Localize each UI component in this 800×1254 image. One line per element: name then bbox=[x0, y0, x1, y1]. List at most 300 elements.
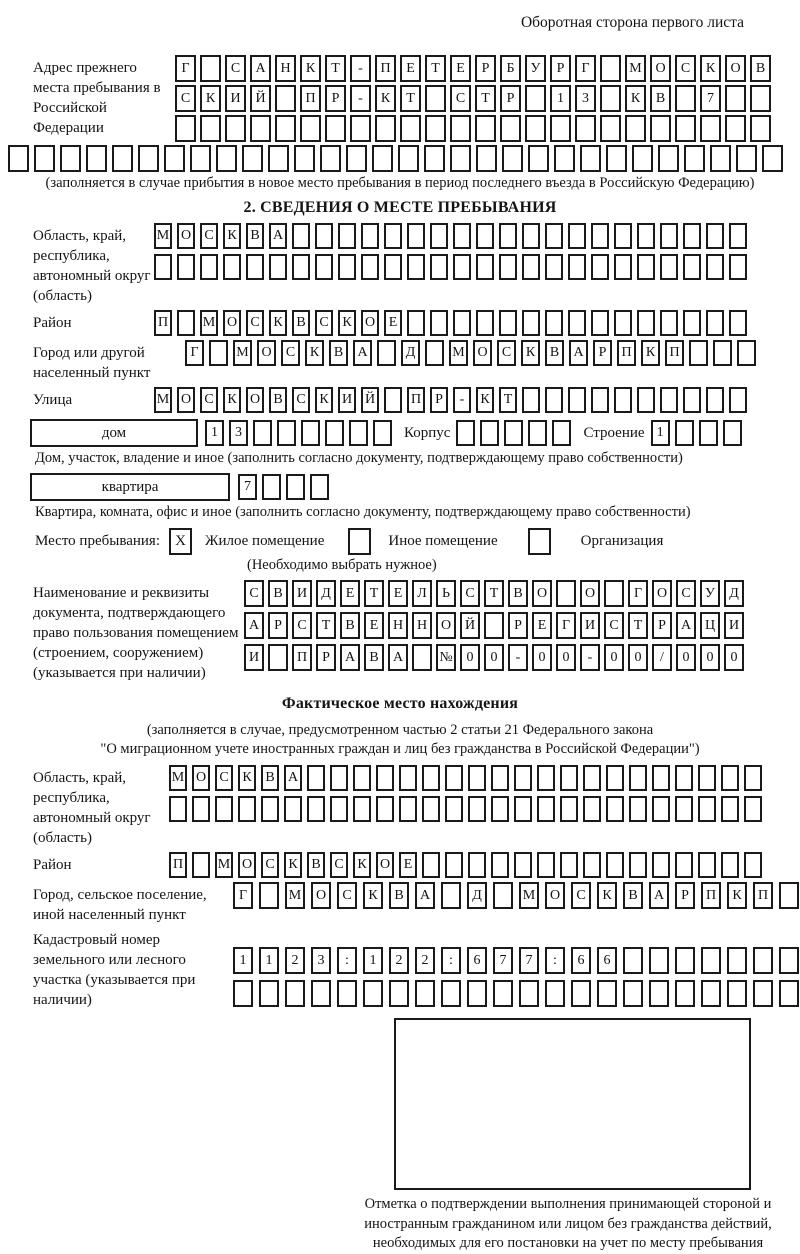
char-cell[interactable] bbox=[484, 612, 504, 639]
char-cell[interactable] bbox=[650, 115, 671, 142]
char-cell[interactable]: Д bbox=[467, 882, 487, 909]
char-cell[interactable] bbox=[223, 254, 241, 280]
char-cell[interactable]: : bbox=[545, 947, 565, 974]
char-cell[interactable] bbox=[261, 796, 279, 822]
char-cell[interactable] bbox=[683, 223, 701, 249]
char-cell[interactable]: Г bbox=[185, 340, 204, 366]
char-cell[interactable]: К bbox=[700, 55, 721, 82]
char-cell[interactable]: Р bbox=[500, 85, 521, 112]
char-cell[interactable]: И bbox=[724, 612, 744, 639]
char-cell[interactable] bbox=[325, 420, 344, 446]
char-cell[interactable] bbox=[346, 145, 367, 172]
char-cell[interactable] bbox=[375, 115, 396, 142]
char-cell[interactable] bbox=[701, 947, 721, 974]
char-cell[interactable] bbox=[468, 765, 486, 791]
char-cell[interactable] bbox=[285, 980, 305, 1007]
char-cell[interactable] bbox=[445, 765, 463, 791]
char-cell[interactable] bbox=[600, 85, 621, 112]
char-cell[interactable]: П bbox=[701, 882, 721, 909]
char-cell[interactable]: С bbox=[675, 55, 696, 82]
char-cell[interactable] bbox=[499, 223, 517, 249]
char-cell[interactable]: В bbox=[650, 85, 671, 112]
char-cell[interactable]: К bbox=[727, 882, 747, 909]
char-cell[interactable]: - bbox=[453, 387, 471, 413]
char-cell[interactable] bbox=[698, 765, 716, 791]
char-cell[interactable]: 1 bbox=[259, 947, 279, 974]
char-cell[interactable] bbox=[275, 85, 296, 112]
char-cell[interactable] bbox=[606, 765, 624, 791]
char-cell[interactable] bbox=[652, 765, 670, 791]
char-cell[interactable] bbox=[750, 115, 771, 142]
char-cell[interactable] bbox=[556, 580, 576, 607]
char-cell[interactable]: А bbox=[353, 340, 372, 366]
char-cell[interactable] bbox=[476, 223, 494, 249]
char-cell[interactable]: В bbox=[623, 882, 643, 909]
char-cell[interactable]: Р bbox=[430, 387, 448, 413]
char-cell[interactable]: 6 bbox=[597, 947, 617, 974]
char-cell[interactable]: В bbox=[261, 765, 279, 791]
char-cell[interactable] bbox=[683, 254, 701, 280]
char-cell[interactable] bbox=[491, 796, 509, 822]
char-cell[interactable] bbox=[169, 796, 187, 822]
char-cell[interactable] bbox=[376, 796, 394, 822]
char-cell[interactable]: В bbox=[246, 223, 264, 249]
char-cell[interactable]: № bbox=[436, 644, 456, 671]
char-cell[interactable]: / bbox=[652, 644, 672, 671]
char-cell[interactable]: К bbox=[300, 55, 321, 82]
char-cell[interactable] bbox=[729, 310, 747, 336]
char-cell[interactable] bbox=[177, 254, 195, 280]
char-cell[interactable] bbox=[86, 145, 107, 172]
char-cell[interactable]: М bbox=[169, 765, 187, 791]
char-cell[interactable]: 2 bbox=[285, 947, 305, 974]
char-cell[interactable] bbox=[660, 254, 678, 280]
char-cell[interactable]: : bbox=[337, 947, 357, 974]
char-cell[interactable] bbox=[706, 310, 724, 336]
char-cell[interactable] bbox=[475, 115, 496, 142]
char-cell[interactable] bbox=[583, 765, 601, 791]
char-cell[interactable]: - bbox=[350, 85, 371, 112]
char-cell[interactable] bbox=[568, 387, 586, 413]
char-cell[interactable]: Г bbox=[175, 55, 196, 82]
char-cell[interactable] bbox=[723, 420, 742, 446]
char-cell[interactable]: М bbox=[625, 55, 646, 82]
char-cell[interactable] bbox=[425, 115, 446, 142]
char-cell[interactable] bbox=[468, 796, 486, 822]
char-cell[interactable] bbox=[262, 474, 281, 500]
char-cell[interactable]: К bbox=[284, 852, 302, 878]
char-cell[interactable]: И bbox=[292, 580, 312, 607]
char-cell[interactable]: О bbox=[545, 882, 565, 909]
char-cell[interactable] bbox=[225, 115, 246, 142]
char-cell[interactable]: С bbox=[292, 387, 310, 413]
char-cell[interactable] bbox=[649, 980, 669, 1007]
char-cell[interactable] bbox=[412, 644, 432, 671]
char-cell[interactable] bbox=[753, 947, 773, 974]
char-cell[interactable] bbox=[600, 55, 621, 82]
char-cell[interactable] bbox=[216, 145, 237, 172]
char-cell[interactable] bbox=[491, 765, 509, 791]
char-cell[interactable] bbox=[269, 254, 287, 280]
char-cell[interactable]: Т bbox=[484, 580, 504, 607]
char-cell[interactable]: 3 bbox=[229, 420, 248, 446]
char-cell[interactable]: М bbox=[285, 882, 305, 909]
char-cell[interactable]: Н bbox=[275, 55, 296, 82]
char-cell[interactable]: 7 bbox=[700, 85, 721, 112]
char-cell[interactable] bbox=[649, 947, 669, 974]
char-cell[interactable] bbox=[637, 223, 655, 249]
char-cell[interactable]: О bbox=[361, 310, 379, 336]
char-cell[interactable]: О bbox=[532, 580, 552, 607]
char-cell[interactable] bbox=[658, 145, 679, 172]
char-cell[interactable] bbox=[684, 145, 705, 172]
char-cell[interactable]: 0 bbox=[460, 644, 480, 671]
char-cell[interactable] bbox=[554, 145, 575, 172]
char-cell[interactable]: П bbox=[753, 882, 773, 909]
char-cell[interactable] bbox=[456, 420, 475, 446]
char-cell[interactable] bbox=[727, 980, 747, 1007]
char-cell[interactable] bbox=[744, 765, 762, 791]
char-cell[interactable] bbox=[384, 387, 402, 413]
char-cell[interactable]: О bbox=[725, 55, 746, 82]
char-cell[interactable]: Е bbox=[340, 580, 360, 607]
char-cell[interactable]: Й bbox=[361, 387, 379, 413]
char-cell[interactable] bbox=[550, 115, 571, 142]
char-cell[interactable] bbox=[268, 145, 289, 172]
char-cell[interactable]: Е bbox=[384, 310, 402, 336]
char-cell[interactable] bbox=[493, 980, 513, 1007]
checkbox-org[interactable] bbox=[528, 528, 551, 555]
char-cell[interactable]: В bbox=[307, 852, 325, 878]
char-cell[interactable] bbox=[545, 310, 563, 336]
char-cell[interactable] bbox=[259, 882, 279, 909]
char-cell[interactable]: : bbox=[441, 947, 461, 974]
char-cell[interactable] bbox=[675, 765, 693, 791]
char-cell[interactable]: С bbox=[244, 580, 264, 607]
char-cell[interactable]: К bbox=[597, 882, 617, 909]
char-cell[interactable]: О bbox=[650, 55, 671, 82]
char-cell[interactable]: 0 bbox=[556, 644, 576, 671]
char-cell[interactable]: К bbox=[521, 340, 540, 366]
char-cell[interactable] bbox=[338, 223, 356, 249]
char-cell[interactable]: О bbox=[177, 223, 195, 249]
char-cell[interactable] bbox=[325, 115, 346, 142]
char-cell[interactable]: А bbox=[284, 765, 302, 791]
char-cell[interactable] bbox=[422, 852, 440, 878]
char-cell[interactable] bbox=[629, 796, 647, 822]
char-cell[interactable] bbox=[373, 420, 392, 446]
char-cell[interactable]: В bbox=[329, 340, 348, 366]
char-cell[interactable]: О bbox=[311, 882, 331, 909]
char-cell[interactable] bbox=[154, 254, 172, 280]
char-cell[interactable] bbox=[476, 310, 494, 336]
char-cell[interactable]: С bbox=[261, 852, 279, 878]
char-cell[interactable]: У bbox=[700, 580, 720, 607]
char-cell[interactable]: О bbox=[376, 852, 394, 878]
char-cell[interactable] bbox=[575, 115, 596, 142]
char-cell[interactable] bbox=[468, 852, 486, 878]
char-cell[interactable] bbox=[502, 145, 523, 172]
char-cell[interactable] bbox=[568, 310, 586, 336]
char-cell[interactable] bbox=[729, 254, 747, 280]
char-cell[interactable] bbox=[277, 420, 296, 446]
char-cell[interactable] bbox=[568, 254, 586, 280]
char-cell[interactable] bbox=[480, 420, 499, 446]
char-cell[interactable]: О bbox=[246, 387, 264, 413]
char-cell[interactable] bbox=[307, 765, 325, 791]
char-cell[interactable] bbox=[779, 882, 799, 909]
char-cell[interactable] bbox=[215, 796, 233, 822]
char-cell[interactable] bbox=[699, 420, 718, 446]
char-cell[interactable] bbox=[353, 796, 371, 822]
char-cell[interactable] bbox=[701, 980, 721, 1007]
char-cell[interactable] bbox=[453, 310, 471, 336]
char-cell[interactable]: О bbox=[473, 340, 492, 366]
char-cell[interactable] bbox=[614, 254, 632, 280]
char-cell[interactable] bbox=[721, 765, 739, 791]
char-cell[interactable] bbox=[629, 852, 647, 878]
char-cell[interactable] bbox=[514, 796, 532, 822]
char-cell[interactable]: 3 bbox=[575, 85, 596, 112]
char-cell[interactable] bbox=[698, 796, 716, 822]
char-cell[interactable] bbox=[675, 947, 695, 974]
char-cell[interactable] bbox=[499, 310, 517, 336]
char-cell[interactable] bbox=[361, 223, 379, 249]
char-cell[interactable]: Г bbox=[233, 882, 253, 909]
checkbox-zhiloe[interactable]: X bbox=[169, 528, 192, 555]
char-cell[interactable]: Е bbox=[450, 55, 471, 82]
char-cell[interactable]: С bbox=[676, 580, 696, 607]
char-cell[interactable] bbox=[652, 852, 670, 878]
char-cell[interactable] bbox=[725, 115, 746, 142]
char-cell[interactable]: К bbox=[375, 85, 396, 112]
char-cell[interactable] bbox=[652, 796, 670, 822]
char-cell[interactable] bbox=[568, 223, 586, 249]
char-cell[interactable]: О bbox=[652, 580, 672, 607]
char-cell[interactable] bbox=[400, 115, 421, 142]
char-cell[interactable]: В bbox=[268, 580, 288, 607]
char-cell[interactable] bbox=[545, 223, 563, 249]
char-cell[interactable] bbox=[637, 254, 655, 280]
char-cell[interactable]: Т bbox=[364, 580, 384, 607]
char-cell[interactable] bbox=[450, 115, 471, 142]
char-cell[interactable] bbox=[614, 310, 632, 336]
char-cell[interactable] bbox=[706, 254, 724, 280]
char-cell[interactable]: 0 bbox=[532, 644, 552, 671]
char-cell[interactable]: К bbox=[200, 85, 221, 112]
char-cell[interactable] bbox=[415, 980, 435, 1007]
char-cell[interactable]: В bbox=[750, 55, 771, 82]
char-cell[interactable]: Г bbox=[556, 612, 576, 639]
char-cell[interactable] bbox=[476, 145, 497, 172]
char-cell[interactable]: В bbox=[389, 882, 409, 909]
char-cell[interactable]: 1 bbox=[651, 420, 670, 446]
char-cell[interactable]: И bbox=[244, 644, 264, 671]
char-cell[interactable] bbox=[384, 254, 402, 280]
char-cell[interactable] bbox=[192, 852, 210, 878]
char-cell[interactable] bbox=[580, 145, 601, 172]
char-cell[interactable] bbox=[500, 115, 521, 142]
char-cell[interactable]: К bbox=[641, 340, 660, 366]
char-cell[interactable] bbox=[307, 796, 325, 822]
char-cell[interactable]: В bbox=[364, 644, 384, 671]
char-cell[interactable]: С bbox=[330, 852, 348, 878]
char-cell[interactable] bbox=[424, 145, 445, 172]
char-cell[interactable]: П bbox=[154, 310, 172, 336]
char-cell[interactable] bbox=[399, 765, 417, 791]
checkbox-inoe[interactable] bbox=[348, 528, 371, 555]
char-cell[interactable] bbox=[545, 254, 563, 280]
char-cell[interactable]: А bbox=[340, 644, 360, 671]
char-cell[interactable] bbox=[164, 145, 185, 172]
char-cell[interactable] bbox=[491, 852, 509, 878]
char-cell[interactable] bbox=[560, 852, 578, 878]
char-cell[interactable] bbox=[493, 882, 513, 909]
char-cell[interactable] bbox=[422, 765, 440, 791]
char-cell[interactable]: Т bbox=[325, 55, 346, 82]
char-cell[interactable]: В bbox=[340, 612, 360, 639]
char-cell[interactable]: Г bbox=[575, 55, 596, 82]
char-cell[interactable]: Е bbox=[399, 852, 417, 878]
char-cell[interactable]: П bbox=[300, 85, 321, 112]
char-cell[interactable] bbox=[177, 310, 195, 336]
char-cell[interactable]: С bbox=[604, 612, 624, 639]
char-cell[interactable] bbox=[259, 980, 279, 1007]
char-cell[interactable] bbox=[430, 223, 448, 249]
char-cell[interactable] bbox=[604, 580, 624, 607]
char-cell[interactable]: 7 bbox=[238, 474, 257, 500]
char-cell[interactable] bbox=[233, 980, 253, 1007]
char-cell[interactable] bbox=[200, 115, 221, 142]
char-cell[interactable]: А bbox=[415, 882, 435, 909]
char-cell[interactable] bbox=[583, 852, 601, 878]
char-cell[interactable] bbox=[407, 254, 425, 280]
char-cell[interactable]: М bbox=[154, 223, 172, 249]
char-cell[interactable]: С bbox=[175, 85, 196, 112]
char-cell[interactable] bbox=[398, 145, 419, 172]
char-cell[interactable] bbox=[623, 947, 643, 974]
char-cell[interactable]: В bbox=[292, 310, 310, 336]
char-cell[interactable]: П bbox=[292, 644, 312, 671]
char-cell[interactable]: А bbox=[569, 340, 588, 366]
char-cell[interactable] bbox=[725, 85, 746, 112]
char-cell[interactable] bbox=[537, 852, 555, 878]
char-cell[interactable] bbox=[363, 980, 383, 1007]
char-cell[interactable] bbox=[637, 387, 655, 413]
char-cell[interactable]: Р bbox=[675, 882, 695, 909]
char-cell[interactable] bbox=[736, 145, 757, 172]
char-cell[interactable] bbox=[268, 644, 288, 671]
char-cell[interactable] bbox=[706, 223, 724, 249]
char-cell[interactable] bbox=[744, 796, 762, 822]
char-cell[interactable] bbox=[441, 882, 461, 909]
char-cell[interactable]: А bbox=[676, 612, 696, 639]
char-cell[interactable] bbox=[284, 796, 302, 822]
char-cell[interactable] bbox=[209, 340, 228, 366]
char-cell[interactable]: О bbox=[238, 852, 256, 878]
char-cell[interactable] bbox=[552, 420, 571, 446]
char-cell[interactable] bbox=[591, 254, 609, 280]
char-cell[interactable]: Л bbox=[412, 580, 432, 607]
char-cell[interactable] bbox=[467, 980, 487, 1007]
char-cell[interactable]: Р bbox=[268, 612, 288, 639]
char-cell[interactable] bbox=[762, 145, 783, 172]
char-cell[interactable] bbox=[430, 254, 448, 280]
char-cell[interactable]: С bbox=[337, 882, 357, 909]
char-cell[interactable] bbox=[779, 947, 799, 974]
char-cell[interactable]: Р bbox=[325, 85, 346, 112]
char-cell[interactable] bbox=[315, 254, 333, 280]
char-cell[interactable]: Р bbox=[652, 612, 672, 639]
char-cell[interactable]: 1 bbox=[233, 947, 253, 974]
char-cell[interactable] bbox=[623, 980, 643, 1007]
char-cell[interactable] bbox=[560, 765, 578, 791]
char-cell[interactable]: К bbox=[353, 852, 371, 878]
char-cell[interactable]: 0 bbox=[628, 644, 648, 671]
char-cell[interactable] bbox=[614, 223, 632, 249]
char-cell[interactable]: 0 bbox=[676, 644, 696, 671]
char-cell[interactable]: Д bbox=[316, 580, 336, 607]
char-cell[interactable] bbox=[698, 852, 716, 878]
char-cell[interactable] bbox=[320, 145, 341, 172]
char-cell[interactable] bbox=[441, 980, 461, 1007]
char-cell[interactable] bbox=[660, 223, 678, 249]
char-cell[interactable]: Т bbox=[425, 55, 446, 82]
char-cell[interactable]: 1 bbox=[363, 947, 383, 974]
char-cell[interactable]: - bbox=[580, 644, 600, 671]
char-cell[interactable] bbox=[683, 310, 701, 336]
char-cell[interactable] bbox=[737, 340, 756, 366]
char-cell[interactable] bbox=[310, 474, 329, 500]
char-cell[interactable]: С bbox=[460, 580, 480, 607]
char-cell[interactable] bbox=[476, 254, 494, 280]
char-cell[interactable]: К bbox=[363, 882, 383, 909]
char-cell[interactable] bbox=[710, 145, 731, 172]
char-cell[interactable]: М bbox=[215, 852, 233, 878]
char-cell[interactable]: О bbox=[436, 612, 456, 639]
char-cell[interactable]: К bbox=[269, 310, 287, 336]
char-cell[interactable]: Е bbox=[388, 580, 408, 607]
char-cell[interactable]: Р bbox=[550, 55, 571, 82]
char-cell[interactable] bbox=[300, 115, 321, 142]
char-cell[interactable] bbox=[606, 145, 627, 172]
char-cell[interactable]: М bbox=[200, 310, 218, 336]
char-cell[interactable] bbox=[350, 115, 371, 142]
char-cell[interactable] bbox=[591, 310, 609, 336]
char-cell[interactable] bbox=[606, 796, 624, 822]
char-cell[interactable]: У bbox=[525, 55, 546, 82]
char-cell[interactable] bbox=[372, 145, 393, 172]
char-cell[interactable] bbox=[330, 796, 348, 822]
char-cell[interactable]: А bbox=[388, 644, 408, 671]
char-cell[interactable] bbox=[591, 223, 609, 249]
char-cell[interactable] bbox=[275, 115, 296, 142]
char-cell[interactable] bbox=[453, 223, 471, 249]
char-cell[interactable] bbox=[600, 115, 621, 142]
char-cell[interactable] bbox=[361, 254, 379, 280]
char-cell[interactable] bbox=[727, 947, 747, 974]
char-cell[interactable]: Н bbox=[412, 612, 432, 639]
char-cell[interactable] bbox=[389, 980, 409, 1007]
char-cell[interactable] bbox=[399, 796, 417, 822]
char-cell[interactable]: А bbox=[250, 55, 271, 82]
char-cell[interactable] bbox=[250, 115, 271, 142]
char-cell[interactable] bbox=[637, 310, 655, 336]
char-cell[interactable]: А bbox=[269, 223, 287, 249]
char-cell[interactable] bbox=[425, 85, 446, 112]
char-cell[interactable]: К bbox=[223, 223, 241, 249]
char-cell[interactable]: С bbox=[571, 882, 591, 909]
